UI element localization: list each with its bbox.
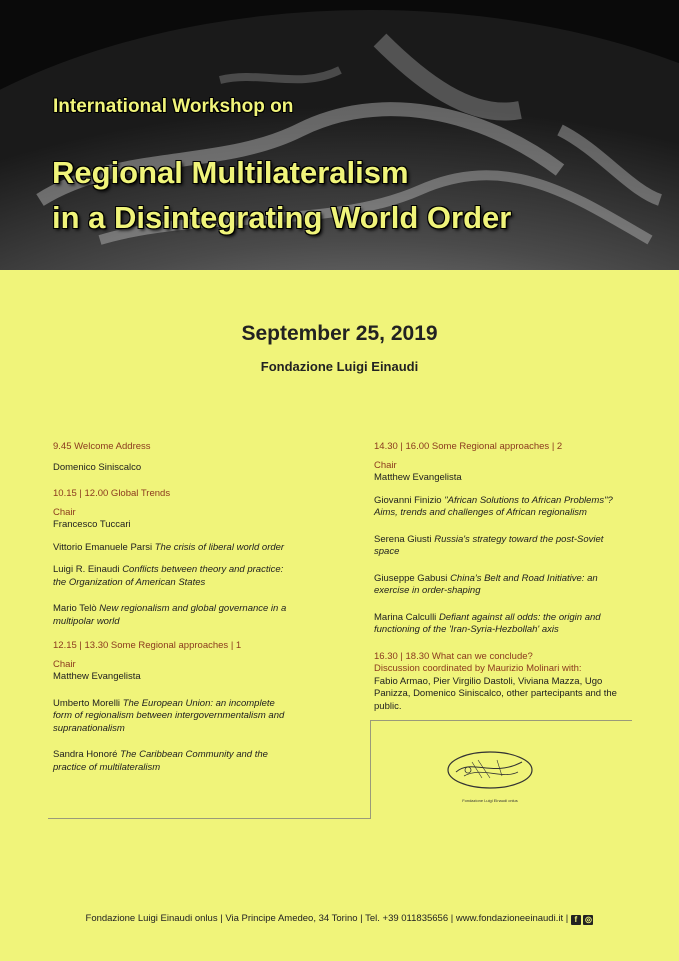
logo-caption: Fondazione Luigi Einaudi onlus	[462, 798, 518, 803]
talk-title: Russia's strategy toward the post-Soviet space	[374, 533, 604, 557]
event-date: September 25, 2019	[241, 322, 438, 345]
speaker-name: Mario Telò	[53, 603, 97, 614]
welcome-speaker: Domenico Siniscalco	[53, 461, 142, 473]
talk-title: New regionalism and global governance in a multipolar world	[53, 603, 287, 627]
title-line-1: Regional Multilateralism	[52, 155, 409, 190]
session-time-label: 12.15 | 13.30 Some Regional approaches	[53, 640, 229, 651]
speaker-name: Marina Calculli	[374, 611, 437, 623]
talk-item	[374, 534, 629, 559]
footer-contact: Fondazione Luigi Einaudi onlus | Via Principe Amedeo, 34 Torino | Tel. +39 011835656 | www.fondazioneeinaudi.it |	[85, 913, 569, 924]
talk-title: Conflicts between theory and practice: the Organization of American States	[53, 564, 284, 588]
talk-item	[374, 495, 629, 520]
chair-name: Matthew Evangelista	[53, 671, 141, 682]
instagram-icon[interactable]: ◎	[584, 915, 592, 924]
page-title	[52, 150, 511, 240]
earth-banner	[0, 0, 679, 270]
chair-label: Chair	[53, 658, 76, 670]
talk-item	[53, 603, 293, 628]
chair-label: Chair	[53, 506, 76, 518]
divider-right-top	[370, 720, 632, 721]
chair-name: Matthew Evangelista	[374, 472, 462, 483]
divider-vertical	[370, 720, 371, 819]
talk-title: Defiant against all odds: the origin and functioning of the 'Iran-Syria-Hezbollah' axis	[374, 611, 601, 635]
chair-label: Chair	[374, 459, 397, 471]
session-time-label: 14.30 | 16.00 Some Regional approaches	[374, 441, 550, 452]
talk-title: The crisis of liberal world order	[154, 541, 285, 553]
facebook-icon[interactable]: f	[571, 915, 581, 925]
talk-title: China's Belt and Road Initiative: an exercise in order-shaping	[374, 572, 598, 596]
session-regional-1-time	[53, 640, 293, 653]
program-right-column	[374, 441, 629, 713]
talk-title: The European Union: an incomplete form of regionalism between intergovernmentalism and supranationalism	[53, 697, 285, 734]
speaker-name: Sandra Honoré	[53, 749, 118, 760]
session-global-trends-time: 10.15 | 12.00 Global Trends	[53, 488, 171, 499]
speaker-name: Vittorio Emanuele Parsi	[53, 541, 153, 553]
speaker-name: Serena Giusti	[374, 533, 432, 545]
discussion-coordinator: Discussion coordinated by Maurizio Molinari with:	[374, 663, 582, 674]
speaker-name: Giuseppe Gabusi	[374, 572, 448, 584]
talk-title: The Caribbean Community and the practice of multilateralism	[53, 749, 268, 773]
talk-item	[374, 573, 629, 598]
talk-title: "African Solutions to African Problems"? Aims, trends and challenges of African regionalism	[374, 494, 613, 518]
talk-item	[53, 749, 293, 774]
title-line-2: in a Disintegrating World Order	[52, 200, 512, 235]
session-regional-2-time	[374, 441, 629, 454]
session-conclusion-time: 16.30 | 18.30 What can we conclude?	[374, 650, 533, 662]
session-number: | 1	[230, 640, 242, 651]
footer	[0, 913, 679, 925]
speaker-name: Umberto Morelli	[53, 697, 121, 709]
chair-name: Francesco Tuccari	[53, 519, 131, 530]
event-venue: Fondazione Luigi Einaudi	[260, 359, 419, 374]
foundation-logo	[442, 748, 538, 808]
talk-item	[374, 612, 629, 637]
divider-left-bottom	[48, 818, 370, 819]
session-welcome-time: 9.45 Welcome Address	[53, 441, 151, 452]
talk-item	[53, 698, 293, 736]
speaker-name: Luigi R. Einaudi	[53, 564, 120, 575]
talk-item	[53, 564, 293, 589]
session-number: | 2	[551, 441, 563, 452]
discussion-participants: Fabio Armao, Pier Virgilio Dastoli, Viviana Mazza, Ugo Panizza, Domenico Siniscalco, other partecipants and the public.	[374, 675, 617, 712]
workshop-kicker: International Workshop on	[53, 96, 294, 117]
program-left-column	[53, 441, 293, 774]
talk-item	[53, 542, 293, 555]
speaker-name: Giovanni Finizio	[374, 494, 442, 506]
